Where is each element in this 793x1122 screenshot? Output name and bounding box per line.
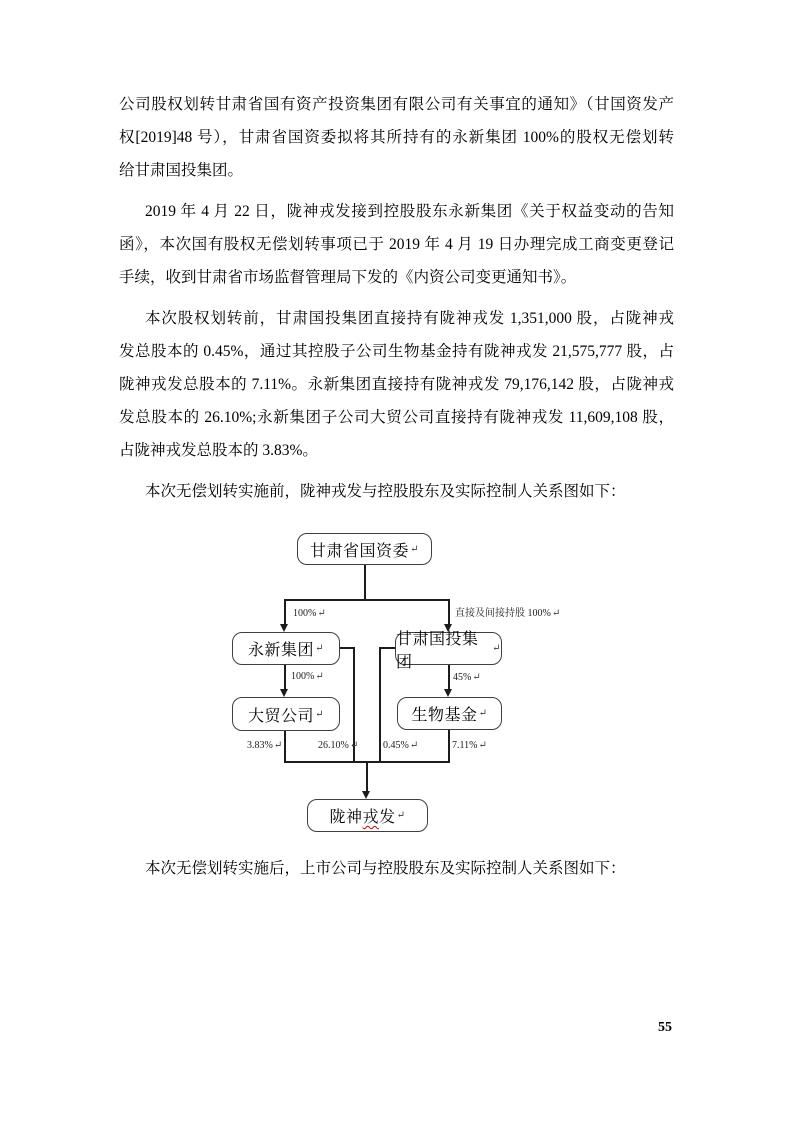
edge-label-yongxin-to-longshen (318, 740, 358, 751)
text-line: 2019 年 4 月 22 日，陇神戎发接到控股股东永新集团《关于权益变动的告知 (145, 203, 674, 220)
connector-line (366, 762, 368, 791)
box-label: 生物基金 (411, 707, 478, 724)
return-mark-icon: ↵ (409, 740, 419, 751)
text-line: 发总股本的 0.45%，通过其控股子公司生物基金持有陇神戎发 21,575,777 股，占 (119, 343, 674, 360)
text-line: 本次股权划转前，甘肃国投集团直接持有陇神戎发 1,351,000 股，占陇神戎 (145, 310, 674, 327)
connector-line (284, 599, 286, 625)
connector-line (284, 665, 286, 689)
text-line: 占陇神戎发总股本的 3.83%。 (119, 442, 318, 459)
text-line: 本次无偿划转实施前，陇神戎发与控股股东及实际控制人关系图如下： (145, 483, 626, 500)
diagram-box-shengwu (397, 697, 502, 730)
paragraph: 本次无偿划转实施后，上市公司与控股股东及实际控制人关系图如下： (145, 860, 626, 877)
return-mark-icon: ↵ (273, 740, 283, 751)
return-mark-icon: ↵ (551, 608, 561, 619)
text-line: 给甘肃国投集团。 (119, 162, 244, 179)
paragraph (119, 88, 674, 187)
edge-label-text: 3.83% (247, 740, 273, 751)
text-line: 公司股权划转甘肃省国有资产投资集团有限公司有关事宜的通知》（甘国资发产 (119, 96, 674, 113)
connector-line (448, 665, 450, 689)
body-text (119, 88, 674, 516)
return-mark-icon: ↵ (396, 810, 406, 821)
edge-label-text: 直接及间接持股 100% (455, 608, 551, 619)
box-label: 永新集团 (248, 642, 315, 659)
connector-line (284, 599, 450, 601)
edge-label-damao-to-longshen (247, 740, 282, 751)
box-label: 甘肃省国资委 (310, 542, 410, 560)
box-label: 大贸公司 (248, 707, 315, 725)
paragraph (119, 475, 674, 508)
return-mark-icon: ↵ (315, 671, 324, 682)
diagram-box-longshen (307, 799, 428, 832)
box-label: 发 (379, 809, 396, 826)
connector-line (340, 647, 354, 649)
box-label: 甘肃国投集团 (396, 630, 479, 671)
connector-line (448, 730, 450, 762)
text-line: 权[2019]48 号），甘肃省国资委拟将其所持有的永新集团 100%的股权无偿划转 (119, 129, 674, 146)
return-mark-icon: ↵ (315, 708, 324, 720)
diagram-box-damao (232, 697, 340, 731)
page-number: 55 (658, 1020, 672, 1035)
text-line: 发总股本的 26.10%;永新集团子公司大贸公司直接持有陇神戎发 11,609,108 股， (119, 409, 674, 426)
arrowhead-down-icon (362, 791, 370, 799)
return-mark-icon: ↵ (472, 672, 481, 683)
edge-label-text: 7.11% (452, 740, 478, 751)
edge-label-sasac-to-yongxin (293, 608, 326, 619)
paragraph (119, 195, 674, 294)
edge-label-shengwu-to-longshen (452, 740, 487, 751)
paragraph (119, 302, 674, 467)
return-mark-icon: ↵ (492, 643, 501, 654)
connector-line (364, 565, 366, 599)
edge-label-text: 100% (293, 608, 317, 619)
box-label-misspell-wavy: 戎 (362, 809, 380, 826)
text-line: 陇神戎发总股本的 7.11%。永新集团直接持有陇神戎发 79,176,142 股，占陇神戎 (119, 376, 674, 393)
edge-label-text: 26.10% (318, 740, 349, 751)
edge-label-yongxin-to-damao (291, 671, 324, 682)
return-mark-icon: ↵ (315, 643, 324, 654)
connector-line (379, 647, 381, 762)
box-label: 陇神 (329, 809, 363, 826)
arrowhead-down-icon (280, 624, 288, 632)
edge-label-text: 45% (453, 672, 472, 683)
edge-label-guotou-to-longshen (383, 740, 418, 751)
edge-label-text: 0.45% (383, 740, 409, 751)
ownership-structure-diagram (0, 525, 793, 847)
text-line: 函》，本次国有股权无偿划转事项已于 2019 年 4 月 19 日办理完成工商变更登记 (119, 236, 674, 253)
return-mark-icon: ↵ (349, 740, 359, 751)
connector-line (448, 599, 450, 625)
arrowhead-down-icon (280, 689, 288, 697)
edge-label-guotou-to-shengwu (453, 672, 481, 683)
arrowhead-down-icon (444, 689, 452, 697)
return-mark-icon: ↵ (478, 708, 488, 719)
return-mark-icon: ↵ (478, 740, 487, 751)
diagram-box-guotou (395, 630, 502, 671)
diagram-box-yongxin (232, 632, 340, 665)
edge-label-text: 100% (291, 671, 315, 682)
diagram-box-gansu-sasac (297, 533, 432, 565)
return-mark-icon: ↵ (317, 608, 326, 619)
return-mark-icon: ↵ (410, 543, 419, 555)
text-line: 手续，收到甘肃省市场监督管理局下发的《内资公司变更通知书》。 (119, 269, 577, 286)
connector-line (379, 647, 395, 649)
edge-label-sasac-to-guotou (455, 608, 560, 619)
connector-line (284, 731, 286, 762)
